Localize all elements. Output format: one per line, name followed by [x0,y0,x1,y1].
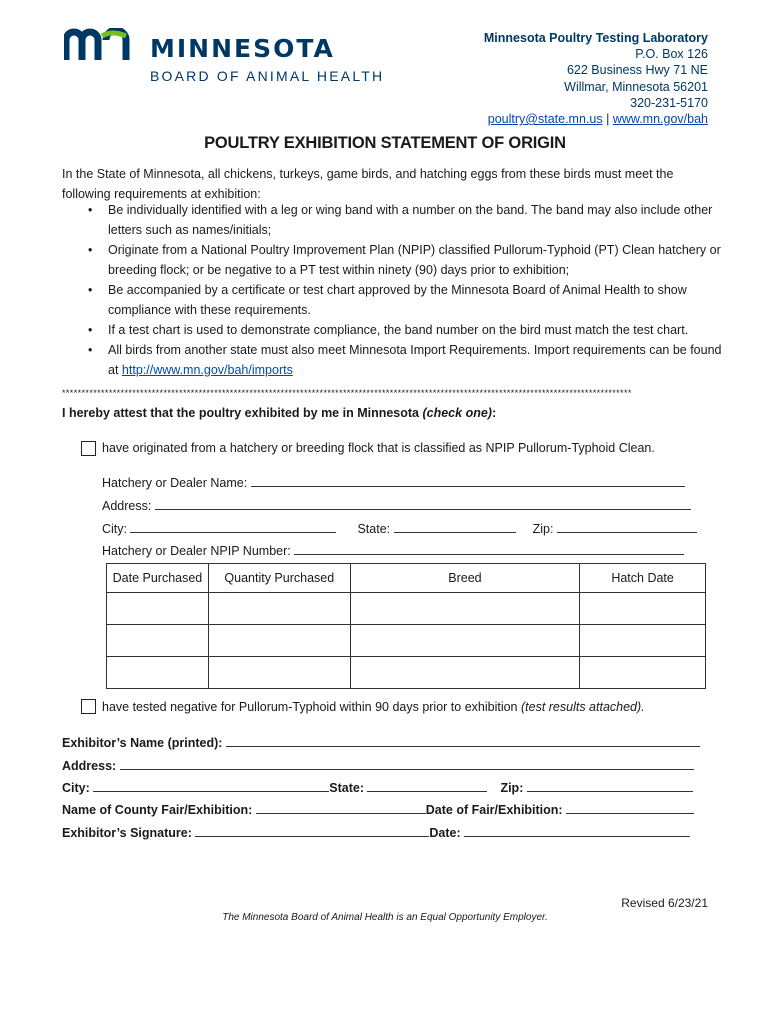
option-npip-clean-label: have originated from a hatchery or breeding flock that is classified as NPIP Pullorum-Typhoid Clean. [102,441,655,455]
col-hatch-date: Hatch Date [580,564,706,593]
purchase-table [106,563,706,689]
hatchery-city-field[interactable] [130,520,336,533]
table-cell[interactable] [580,593,706,625]
table-cell[interactable] [580,625,706,657]
table-cell[interactable] [208,657,350,689]
bullet-icon: • [88,283,93,297]
lab-po-box: P.O. Box 126 [635,47,708,62]
table-cell[interactable] [350,625,580,657]
mn-bah-logo [64,28,394,88]
tested-negative-checkbox[interactable] [81,699,96,714]
table-cell[interactable] [350,593,580,625]
table-cell[interactable] [107,593,209,625]
table-row [107,593,706,625]
table-cell[interactable] [580,657,706,689]
col-date-purchased: Date Purchased [107,564,209,593]
lab-street: 622 Business Hwy 71 NE [566,63,708,78]
table-cell[interactable] [350,657,580,689]
hatchery-city-label: City: [102,522,127,536]
hatchery-zip-field[interactable] [557,520,697,533]
logo-wordmark: MINNESOTA [150,34,335,63]
bullet-icon: • [88,243,93,257]
fair-date-label: Date of Fair/Exhibition: [425,803,563,817]
requirements-list [62,200,722,380]
col-quantity-purchased: Quantity Purchased [208,564,350,593]
revision-date: Revised 6/23/21 [621,896,708,910]
table-cell[interactable] [107,657,209,689]
attest-statement: I hereby attest that the poultry exhibited by me in Minnesota (check one): [62,406,497,420]
hatchery-npip-row [102,542,684,558]
exhibitor-name-row [62,734,700,750]
table-row [107,625,706,657]
hatchery-name-field[interactable] [251,474,685,487]
exhibitor-name-label: Exhibitor’s Name (printed): [62,736,223,750]
hatchery-address-row [102,497,691,513]
fair-name-field[interactable] [256,801,426,814]
exhibitor-city-row [62,779,693,795]
list-item: • Be individually identified with a leg or wing band with a number on the band. The band may also include other letters such as names/initials; [62,200,722,240]
lab-phone: 320-231-5170 [630,95,708,110]
hatchery-city-row [102,520,697,536]
exhibitor-state-label: State: [329,781,364,795]
hatchery-npip-field[interactable] [294,542,684,555]
exhibitor-state-field[interactable] [367,779,487,792]
eeo-statement: The Minnesota Board of Animal Health is an Equal Opportunity Employer. [222,912,548,923]
hatchery-name-row [102,474,685,490]
lab-website-link[interactable]: www.mn.gov/bah [612,112,708,127]
fair-date-field[interactable] [566,801,694,814]
exhibitor-address-label: Address: [62,759,117,773]
link-separator: | [606,112,610,127]
hatchery-address-label: Address: [102,499,152,513]
exhibitor-address-field[interactable] [120,757,694,770]
option-tested-negative-label: have tested negative for Pullorum-Typhoid within 90 days prior to exhibition (test results attached). [102,700,645,714]
import-requirements-link[interactable]: http://www.mn.gov/bah/imports [121,363,293,377]
signature-date-field[interactable] [464,824,690,837]
intro-text: In the State of Minnesota, all chickens, turkeys, game birds, and hatching eggs from these birds must meet the following requirements at exhibition: [62,167,674,201]
exhibitor-city-label: City: [62,781,90,795]
exhibitor-address-row [62,757,694,773]
hatchery-address-field[interactable] [155,497,691,510]
npip-clean-checkbox[interactable] [81,441,96,456]
hatchery-zip-label: Zip: [532,522,554,536]
signature-field[interactable] [195,824,429,837]
table-row [107,657,706,689]
star-separator: ************************************************************************************************************************************************** [62,388,632,398]
table-cell[interactable] [107,625,209,657]
list-item: • All birds from another state must also meet Minnesota Import Requirements. Import requirements can be found at http://www.mn.gov/bah/imports [62,340,722,380]
list-item: • If a test chart is used to demonstrate compliance, the band number on the bird must match the test chart. [62,320,722,340]
col-breed: Breed [350,564,580,593]
bullet-icon: • [88,203,93,217]
signature-label: Exhibitor’s Signature: [62,826,192,840]
exhibitor-fair-row [62,801,694,817]
signature-date-label: Date: [429,826,461,840]
hatchery-name-label: Hatchery or Dealer Name: [102,476,248,490]
table-cell[interactable] [208,625,350,657]
lab-city: Willmar, Minnesota 56201 [564,79,708,94]
table-header-row [107,564,706,593]
lab-email-link[interactable]: poultry@state.mn.us [487,112,603,127]
logo-subtitle: BOARD OF ANIMAL HEALTH [150,68,385,84]
table-cell[interactable] [208,593,350,625]
bullet-icon: • [88,323,93,337]
minnesota-logo-icon [64,28,134,62]
bullet-icon: • [88,343,93,357]
hatchery-state-field[interactable] [394,520,516,533]
list-item: • Be accompanied by a certificate or test chart approved by the Minnesota Board of Animal Health to show compliance with these requirements. [62,280,722,320]
exhibitor-zip-field[interactable] [527,779,693,792]
exhibitor-zip-label: Zip: [500,781,524,795]
lab-contact-block [484,30,708,127]
exhibitor-signature-row [62,824,690,840]
hatchery-state-label: State: [357,522,391,536]
exhibitor-city-field[interactable] [93,779,329,792]
hatchery-npip-label: Hatchery or Dealer NPIP Number: [102,544,291,558]
lab-name: Minnesota Poultry Testing Laboratory [483,31,708,45]
fair-name-label: Name of County Fair/Exhibition: [62,803,253,817]
page-title: POULTRY EXHIBITION STATEMENT OF ORIGIN [204,134,566,152]
list-item: • Originate from a National Poultry Improvement Plan (NPIP) classified Pullorum-Typhoid (PT) Clean hatchery or breeding flock; or be negative to a PT test within ninety (90) days prior to exhibition; [62,240,722,280]
exhibitor-name-field[interactable] [226,734,700,747]
